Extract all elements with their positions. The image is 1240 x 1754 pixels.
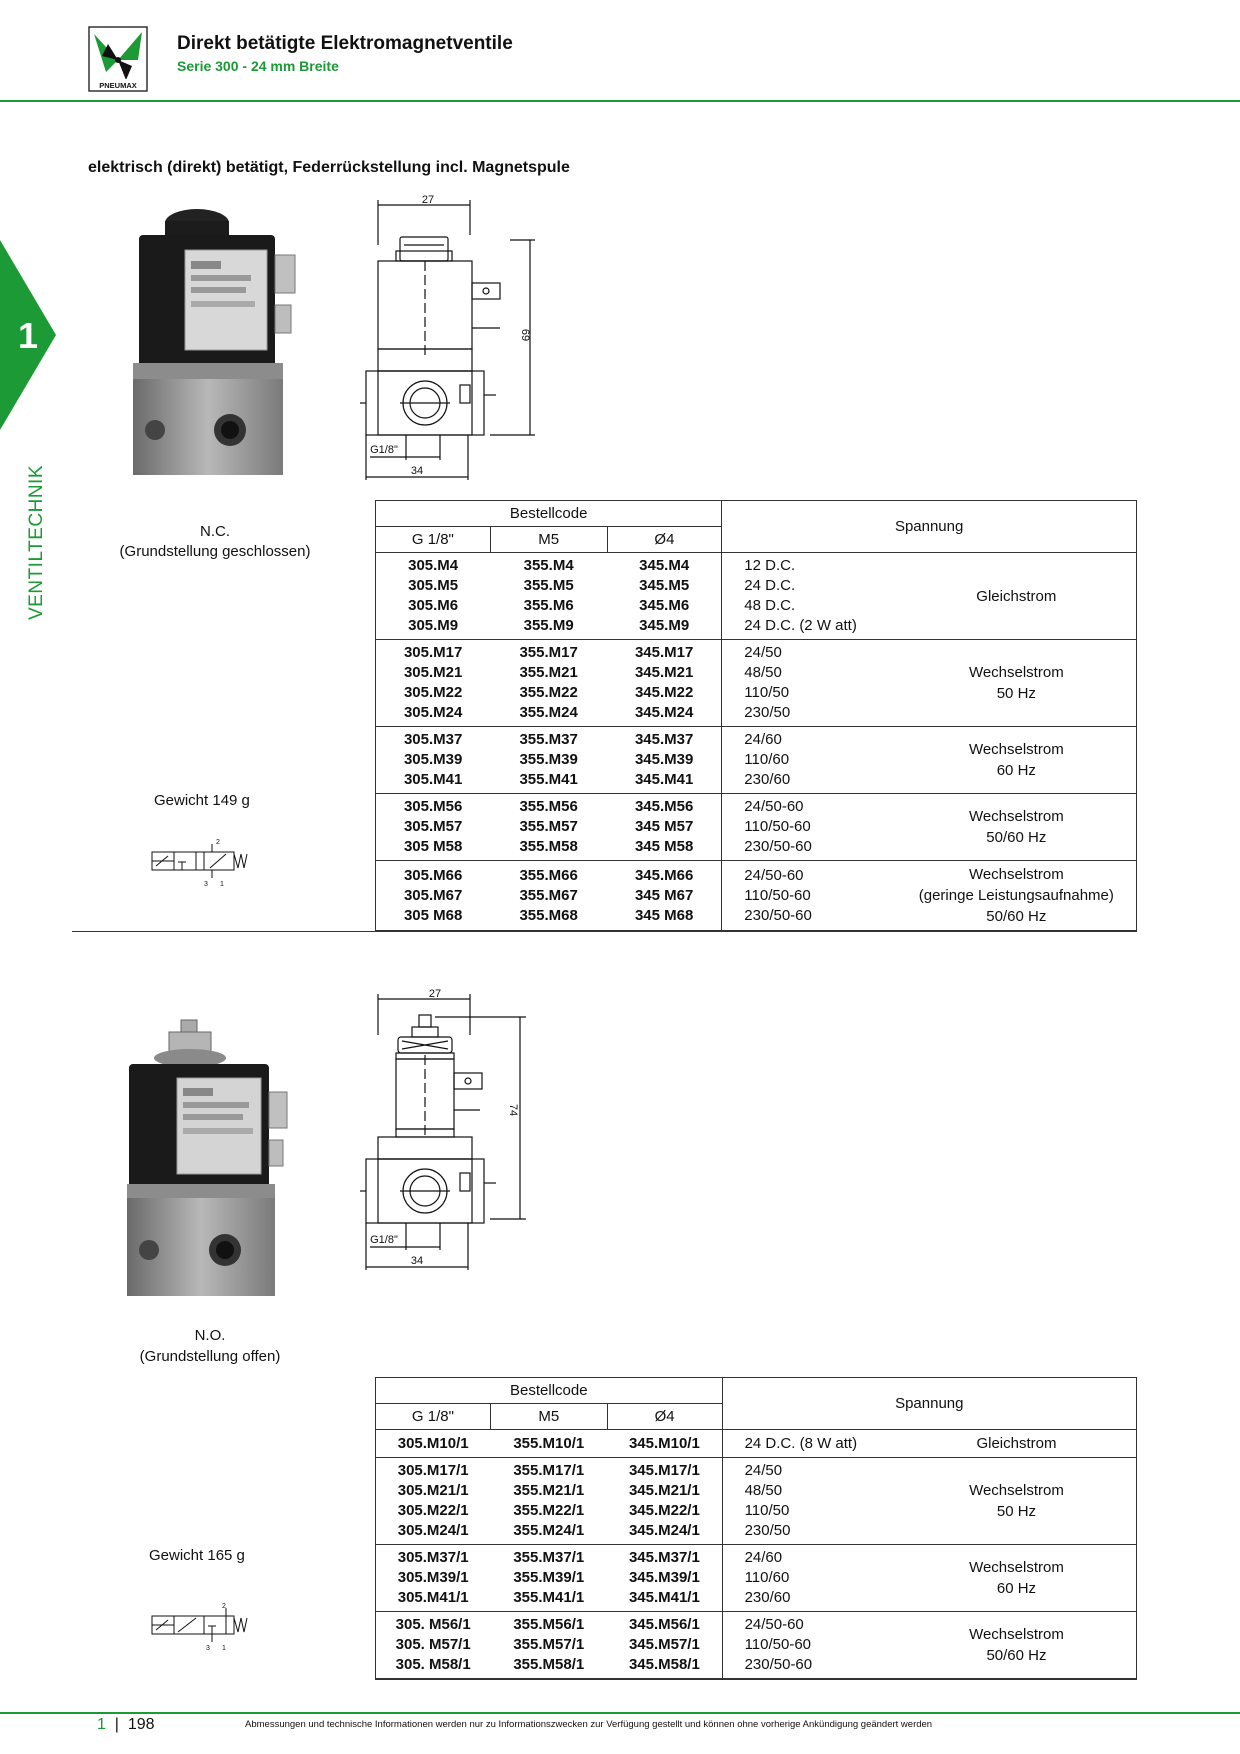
code-g18: 305.M56 305.M57 305 M58 (376, 794, 491, 861)
code-d4: 345.M4 345.M5 345.M6 345.M9 (607, 553, 722, 640)
dim-base: 34 (410, 1255, 424, 1267)
current-type: Gleichstrom (897, 553, 1137, 640)
code-g18: 305.M4 305.M5 305.M6 305.M9 (376, 553, 491, 640)
head-voltage: Spannung (722, 1378, 1136, 1430)
voltage-values: 24/50-60 110/50-60 230/50-60 (722, 861, 897, 932)
section-rule (72, 931, 376, 932)
code-g18: 305.M17/1 305.M21/1 305.M22/1 305.M24/1 (376, 1458, 491, 1545)
port-3-no: 3 (206, 1645, 210, 1652)
col-d4: Ø4 (607, 527, 722, 553)
code-g18: 305. M56/1 305. M57/1 305. M58/1 (376, 1612, 491, 1680)
code-d4: 345.M17 345.M21 345.M22 345.M24 (607, 640, 722, 727)
dim-height: 69 (519, 328, 531, 342)
voltage-values: 24/50-60 110/50-60 230/50-60 (722, 1612, 897, 1680)
port-2-nc: 2 (216, 839, 220, 846)
chapter-label: VENTILTECHNIK (26, 464, 47, 620)
code-g18: 305.M66 305.M67 305 M68 (376, 861, 491, 932)
table-row-group (376, 861, 1137, 932)
page-number: 1 | 198 (97, 1716, 155, 1733)
dim-thread: G1/8" (370, 444, 398, 456)
code-d4: 345.M66 345 M67 345 M68 (607, 861, 722, 932)
code-d4: 345.M37 345.M39 345.M41 (607, 727, 722, 794)
footer-chapter: 1 (97, 1716, 106, 1733)
table-row-group (376, 794, 1137, 861)
code-m5: 355.M10/1 (490, 1430, 607, 1458)
footer-rule (0, 1712, 1240, 1714)
voltage-values: 24/50-60 110/50-60 230/50-60 (722, 794, 897, 861)
footer-page: 198 (127, 1716, 155, 1733)
code-m5: 355.M66 355.M67 355.M68 (490, 861, 607, 932)
head-order-code: Bestellcode (376, 501, 722, 527)
voltage-values: 24/50 48/50 110/50 230/50 (722, 640, 897, 727)
code-m5: 355.M56/1 355.M57/1 355.M58/1 (490, 1612, 607, 1680)
current-type: Wechselstrom 60 Hz (897, 727, 1137, 794)
weight-nc: Gewicht 149 g (154, 792, 250, 809)
logo-text: PNEUMAX (99, 81, 137, 90)
valve-photo-no (125, 1018, 290, 1298)
dim-base: 34 (410, 465, 424, 477)
pneumatic-symbol-nc (150, 834, 250, 890)
col-m5: M5 (490, 1404, 607, 1430)
code-d4: 345.M56 345 M57 345 M58 (607, 794, 722, 861)
code-m5: 355.M17/1 355.M21/1 355.M22/1 355.M24/1 (490, 1458, 607, 1545)
dim-width: 27 (428, 988, 442, 1000)
page-title: Direkt betätigte Elektromagnetventile (177, 33, 513, 54)
code-d4: 345.M10/1 (607, 1430, 722, 1458)
pneumax-logo (88, 26, 148, 92)
dimension-drawing-nc (360, 195, 535, 485)
code-g18: 305.M37/1 305.M39/1 305.M41/1 (376, 1545, 491, 1612)
port-2-no: 2 (222, 1603, 226, 1610)
port-1-no: 1 (222, 1645, 226, 1652)
port-3-nc: 3 (204, 881, 208, 888)
valve-type-nc: N.C. (200, 523, 230, 540)
voltage-values: 24/60 110/60 230/60 (722, 727, 897, 794)
table-row-group (376, 1545, 1137, 1612)
code-d4: 345.M17/1 345.M21/1 345.M22/1 345.M24/1 (607, 1458, 722, 1545)
dim-height: 74 (507, 1103, 519, 1117)
voltage-values: 24/60 110/60 230/60 (722, 1545, 897, 1612)
code-g18: 305.M10/1 (376, 1430, 491, 1458)
table-row-group (376, 727, 1137, 794)
col-g18: G 1/8" (411, 1408, 454, 1425)
order-table-no (375, 1377, 1137, 1680)
header-rule (0, 100, 1240, 102)
valve-type-desc-no: (Grundstellung offen) (139, 1348, 281, 1365)
code-m5: 355.M56 355.M57 355.M58 (490, 794, 607, 861)
port-1-nc: 1 (220, 881, 224, 888)
col-m5: M5 (490, 527, 607, 553)
code-m5: 355.M17 355.M21 355.M22 355.M24 (490, 640, 607, 727)
dimension-drawing-no (360, 985, 535, 1275)
page-subtitle: Serie 300 - 24 mm Breite (177, 58, 339, 74)
head-order-code: Bestellcode (376, 1378, 723, 1404)
table-row-group (376, 1612, 1137, 1680)
voltage-values: 24 D.C. (8 W att) (722, 1430, 897, 1458)
dim-width: 27 (421, 195, 435, 206)
table-row-group (376, 553, 1137, 640)
current-type: Wechselstrom 50/60 Hz (897, 794, 1137, 861)
code-m5: 355.M37/1 355.M39/1 355.M41/1 (490, 1545, 607, 1612)
footer-disclaimer: Abmessungen und technische Informationen werden nur zu Informationszwecken zur Verfügung gestellt und können ohne vorherige Ankündigung geändert werden (245, 1719, 933, 1730)
chapter-number: 1 (18, 315, 39, 356)
current-type: Wechselstrom 50/60 Hz (897, 1612, 1137, 1680)
intro-heading: elektrisch (direkt) betätigt, Federrückstellung incl. Magnetspule (88, 159, 570, 176)
code-m5: 355.M4 355.M5 355.M6 355.M9 (490, 553, 607, 640)
col-d4: Ø4 (607, 1404, 722, 1430)
current-type: Wechselstrom 60 Hz (897, 1545, 1137, 1612)
table-row-group (376, 640, 1137, 727)
code-m5: 355.M37 355.M39 355.M41 (490, 727, 607, 794)
weight-no: Gewicht 165 g (149, 1547, 245, 1564)
dim-thread: G1/8" (370, 1234, 398, 1246)
code-d4: 345.M56/1 345.M57/1 345.M58/1 (607, 1612, 722, 1680)
current-type: Gleichstrom (897, 1430, 1137, 1458)
head-voltage: Spannung (722, 501, 1137, 553)
code-d4: 345.M37/1 345.M39/1 345.M41/1 (607, 1545, 722, 1612)
col-g18: G 1/8" (411, 531, 454, 548)
code-g18: 305.M17 305.M21 305.M22 305.M24 (376, 640, 491, 727)
current-type: Wechselstrom 50 Hz (897, 640, 1137, 727)
current-type: Wechselstrom (geringe Leistungsaufnahme) 50/60 Hz (897, 861, 1137, 932)
current-type: Wechselstrom 50 Hz (897, 1458, 1137, 1545)
order-table-nc (375, 500, 1137, 932)
table-row-group (376, 1458, 1137, 1545)
voltage-values: 12 D.C. 24 D.C. 48 D.C. 24 D.C. (2 W att) (722, 553, 897, 640)
pneumatic-symbol-no (150, 1598, 250, 1654)
valve-photo-nc (125, 205, 300, 480)
chapter-tab (0, 240, 60, 430)
valve-type-no: N.O. (194, 1327, 226, 1344)
table-row-group (376, 1430, 1137, 1458)
voltage-values: 24/50 48/50 110/50 230/50 (722, 1458, 897, 1545)
valve-type-desc-nc: (Grundstellung geschlossen) (119, 543, 311, 560)
code-g18: 305.M37 305.M39 305.M41 (376, 727, 491, 794)
